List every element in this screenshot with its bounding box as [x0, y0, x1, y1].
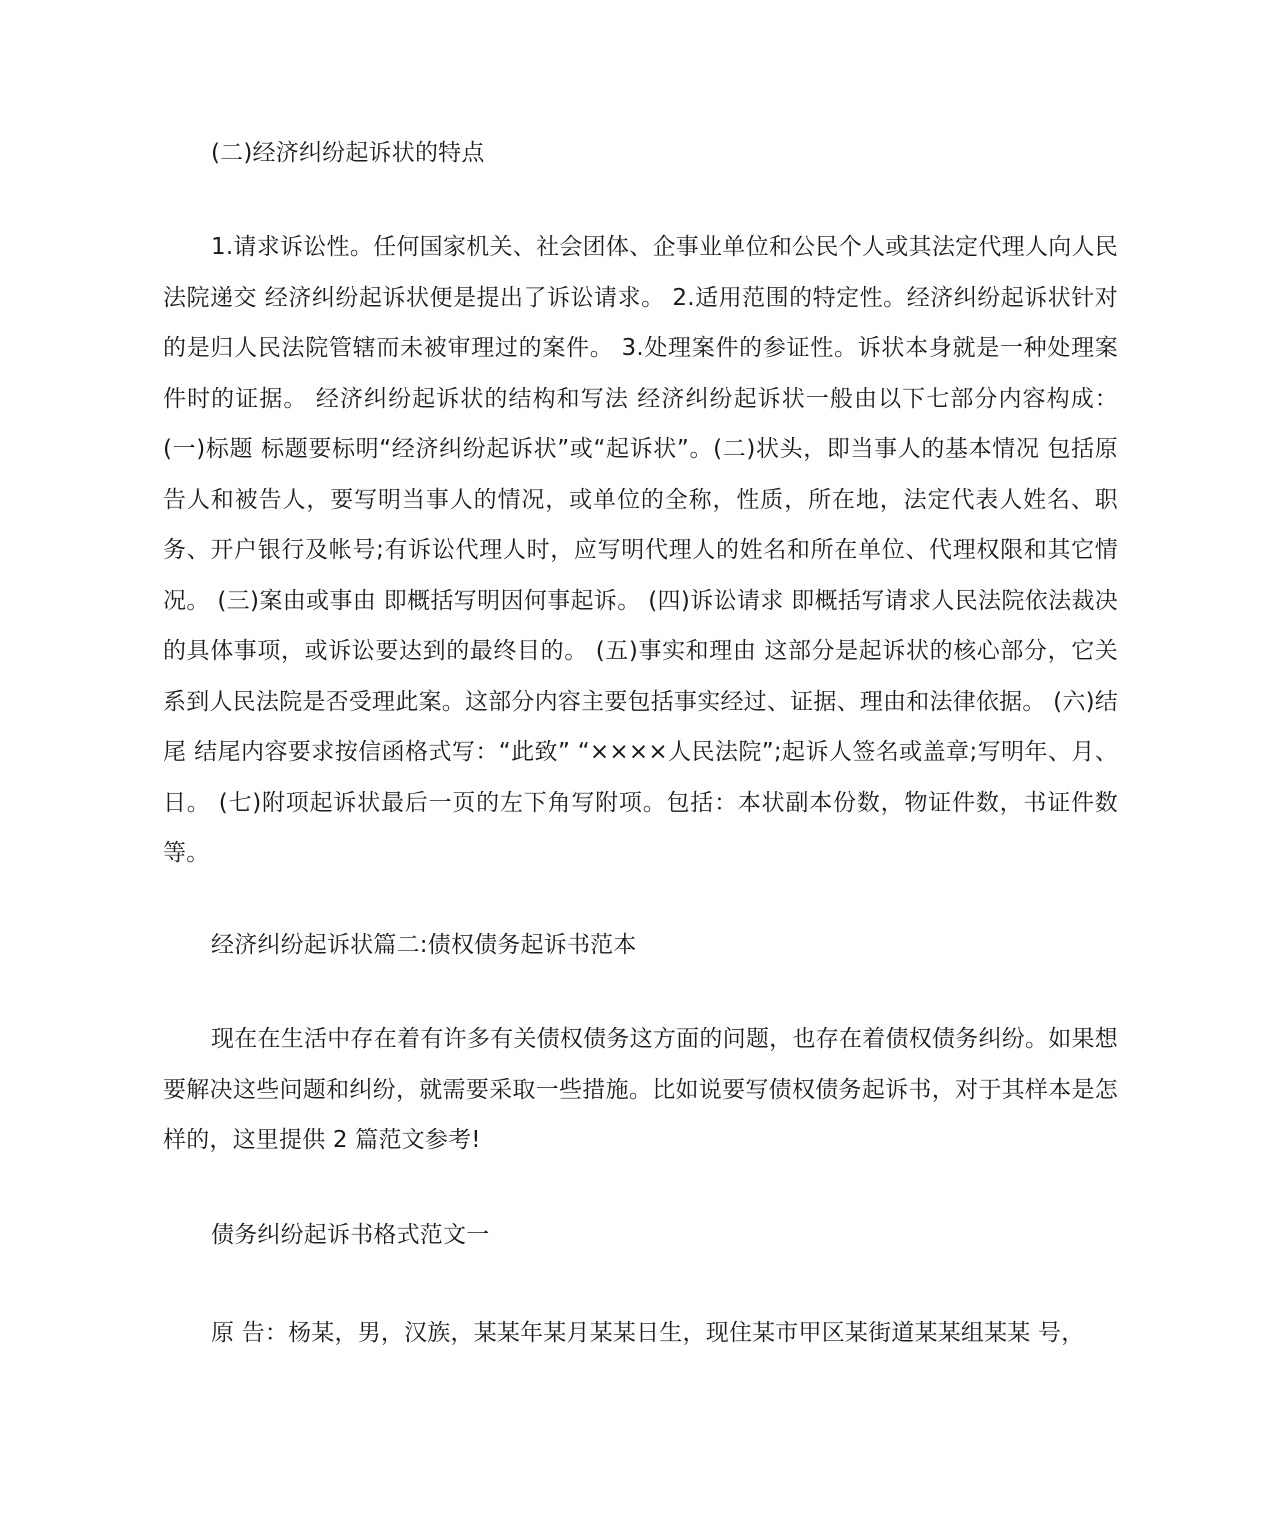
paragraph-plaintiff: 原 告：杨某，男，汉族，某某年某月某某日生，现住某市甲区某街道某某组某某 号， — [211, 1320, 1085, 1346]
section-heading-features: (二)经济纠纷起诉状的特点 — [211, 140, 485, 166]
section-heading-sample-one: 债务纠纷起诉书格式范文一 — [211, 1222, 490, 1248]
paragraph-features-body: 1.请求诉讼性。任何国家机关、社会团体、企事业单位和公民个人或其法定代理人向人民法院递交 经济纠纷起诉状便是提出了诉讼请求。 2.适用范围的特定性。经济纠纷起诉状针对的是归人民法院管辖而未被审理过的案件。 3.处理案件的参证性。诉状本身就是一种处理案件时的证据。 经济纠纷起诉状的结构和写法 经济纠纷起诉状一般由以下七部分内容构成：(一)标题 标题要标明“经济纠纷起诉状”或“起诉状”。(二)状头，即当事人的基本情况 包括原告人和被告人，要写明当事人的情况，或单位的全称，性质，所在地，法定代表人姓名、职务、开户银行及帐号;有诉讼代理人时，应写明代理人的姓名和所在单位、代理权限和其它情况。 (三)案由或事由 即概括写明因何事起诉。 (四)诉讼请求 即概括写请求人民法院依法裁决的具体事项，或诉讼要达到的最终目的。 (五)事实和理由 这部分是起诉状的核心部分，它关系到人民法院是否受理此案。这部分内容主要包括事实经过、证据、理由和法律依据。 (六)结尾 结尾内容要求按信函格式写：“此致” “××××人民法院”;起诉人签名或盖章;写明年、月、日。 (七)附项起诉状最后一页的左下角写附项。包括：本状副本份数，物证件数，书证件数等。 — [163, 234, 1118, 866]
paragraph-intro: 现在在生活中存在着有许多有关债权债务这方面的问题，也存在着债权债务纠纷。如果想要解决这些问题和纠纷，就需要采取一些措施。比如说要写债权债务起诉书，对于其样本是怎样的，这里提供 2 篇范文参考! — [163, 1026, 1118, 1153]
section-heading-part-two: 经济纠纷起诉状篇二:债权债务起诉书范本 — [211, 932, 637, 958]
